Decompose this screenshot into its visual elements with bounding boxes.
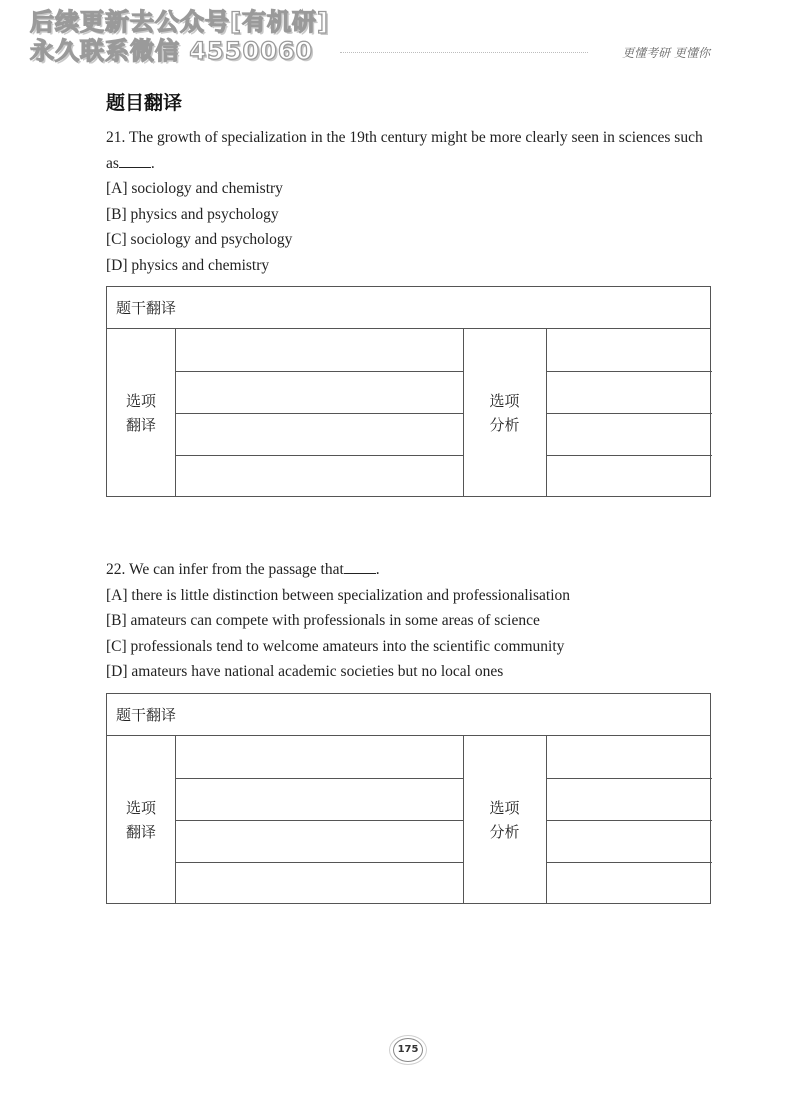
option-a: [A] there is little distinction between specialization and professionalisation — [106, 586, 571, 604]
question-22 — [106, 557, 716, 685]
question-stem: 22. We can infer from the passage that . — [106, 561, 380, 578]
translation-table-22 — [106, 693, 711, 904]
option-d: [D] physics and chemistry — [106, 256, 270, 274]
question-21 — [106, 125, 716, 278]
option-c: [C] professionals tend to welcome amateurs into the scientific community — [106, 637, 565, 655]
options-translation-label: 选项 翻译 — [125, 391, 156, 434]
page-number: 175 — [393, 1038, 423, 1062]
watermark-line-1: 后续更新去公众号[有机研] — [30, 8, 329, 36]
answer-blank — [344, 560, 376, 574]
option-a: [A] sociology and chemistry — [106, 180, 283, 197]
option-c: [C] sociology and psychology — [106, 231, 293, 248]
option-d: [D] amateurs have national academic societies but no local ones — [106, 663, 504, 680]
translation-table-21 — [106, 286, 711, 497]
table-caption: 题干翻译 — [107, 694, 710, 736]
header-slogan: 更懂考研 更懂你 — [622, 46, 710, 60]
answer-blank — [119, 154, 151, 168]
section-title: 题目翻译 — [106, 92, 183, 114]
watermark-line-2: 永久联系微信 4550060 — [30, 37, 314, 65]
question-stem: 21. The growth of specialization in the 19th century might be more clearly seen in sciences such as . — [106, 129, 703, 172]
options-analysis-label: 选项 分析 — [489, 391, 520, 434]
options-translation-label: 选项 翻译 — [125, 798, 156, 841]
options-analysis-label: 选项 分析 — [489, 798, 520, 841]
header-divider — [340, 52, 588, 53]
option-b: [B] physics and psychology — [106, 205, 279, 223]
table-caption: 题干翻译 — [107, 287, 710, 329]
option-b: [B] amateurs can compete with professionals in some areas of science — [106, 612, 540, 629]
